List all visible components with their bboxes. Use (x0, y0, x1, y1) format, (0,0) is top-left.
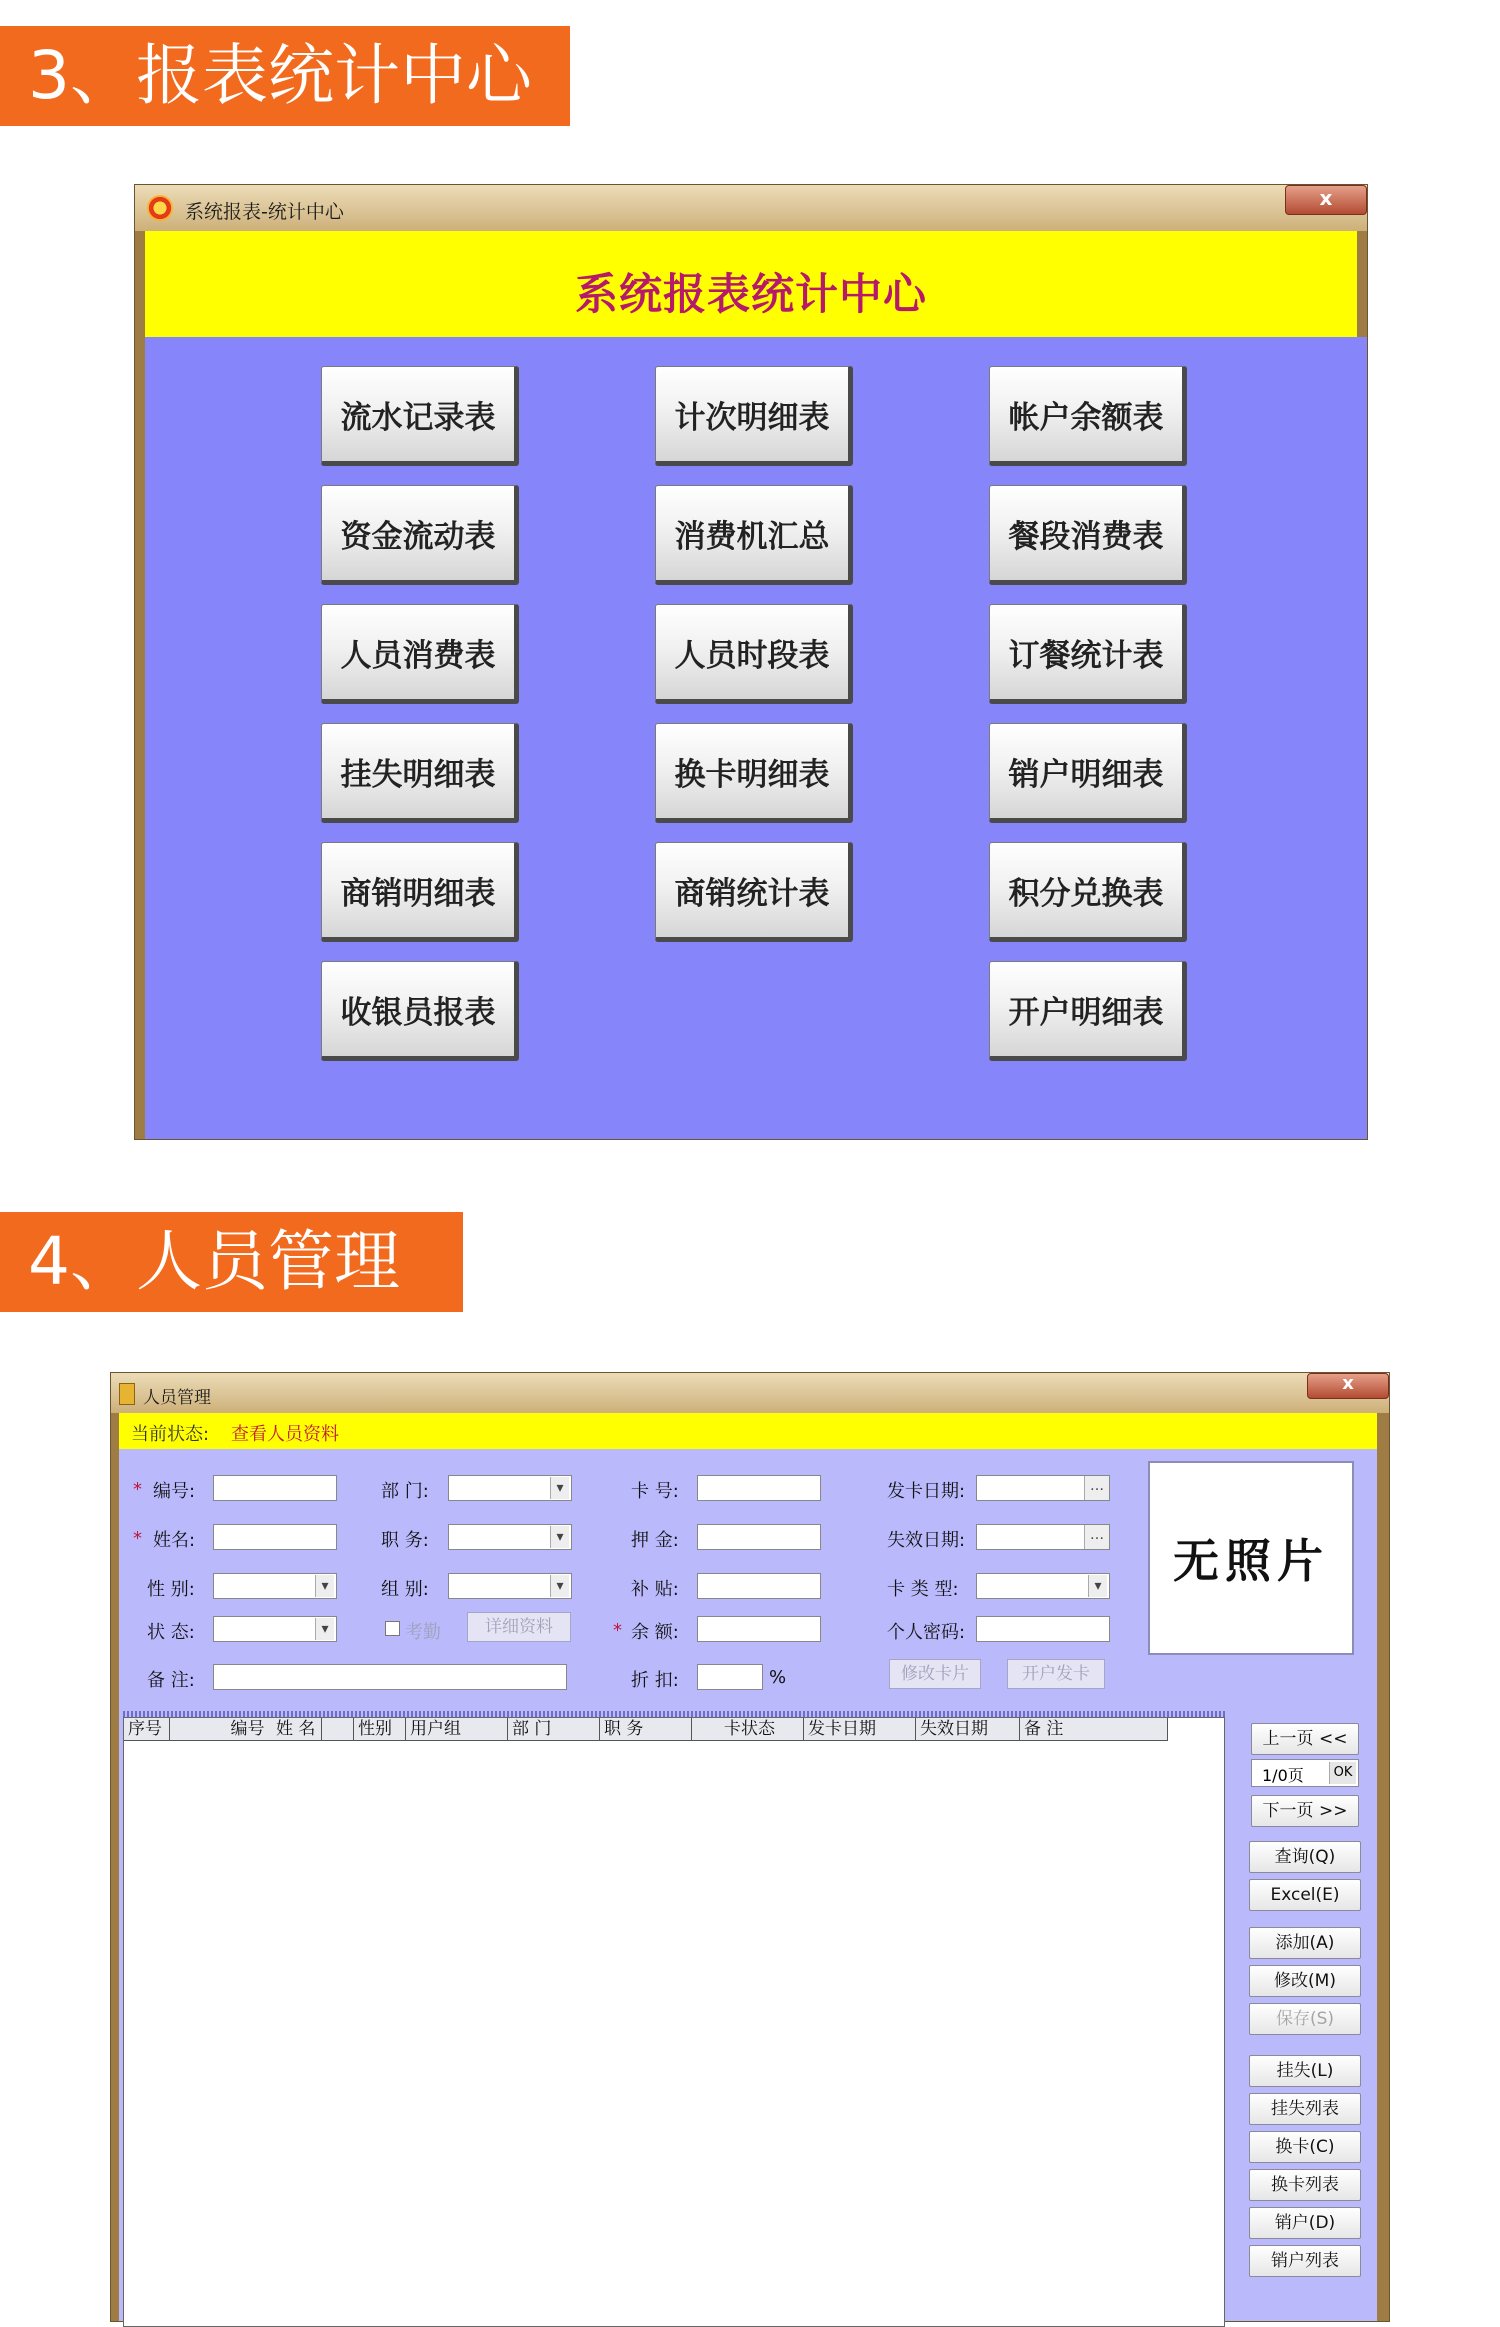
open-card-button[interactable]: 开户发卡 (1007, 1659, 1105, 1689)
id-input[interactable] (213, 1475, 337, 1501)
button-label: 商销明细表 (340, 875, 496, 912)
button-label: 消费机汇总 (674, 518, 830, 555)
col-header-post[interactable]: 职 务 (600, 1718, 692, 1740)
ellipsis-icon[interactable]: … (1084, 1476, 1109, 1500)
person-table[interactable] (123, 1717, 1225, 2327)
expire-date-input[interactable] (976, 1524, 1110, 1550)
section-banner-3 (0, 26, 570, 126)
status-label: 当前状态: (131, 1424, 210, 1445)
button-label: 订餐统计表 (1008, 637, 1164, 674)
report-titlebar[interactable] (135, 185, 1367, 231)
close-button[interactable] (1307, 1373, 1389, 1399)
label-card-no: 卡 号: (631, 1481, 679, 1502)
folder-icon (119, 1383, 135, 1405)
button-label: 餐段消费表 (1008, 518, 1164, 555)
post-select[interactable] (448, 1524, 572, 1550)
subsidy-input[interactable] (697, 1573, 821, 1599)
report-button-person-consumption[interactable] (321, 604, 519, 704)
state-select[interactable] (213, 1616, 337, 1642)
label-deposit: 押 金: (631, 1530, 679, 1551)
button-label: 人员时段表 (674, 637, 830, 674)
label-group: 组 别: (381, 1579, 429, 1600)
col-header-gender[interactable]: 性别 (354, 1718, 406, 1740)
report-loss-button[interactable]: 挂失(L) (1249, 2055, 1361, 2087)
personnel-window (110, 1372, 1390, 2322)
close-icon: x (1342, 1373, 1354, 1394)
close-button[interactable] (1285, 185, 1367, 215)
personnel-form-panel (119, 1449, 1377, 2321)
col-header-issue-date[interactable]: 发卡日期 (804, 1718, 916, 1740)
percent-sign: % (769, 1667, 787, 1688)
label-dept: 部 门: (381, 1481, 429, 1502)
report-button-meal-period[interactable] (989, 485, 1187, 585)
button-label: 流水记录表 (340, 399, 496, 436)
button-label: 人员消费表 (340, 637, 496, 674)
col-header-usergroup[interactable]: 用户组 (406, 1718, 508, 1740)
status-bar (119, 1413, 1377, 1449)
report-header-title: 系统报表统计中心 (575, 270, 927, 320)
label-card-type: 卡 类 型: (887, 1579, 959, 1600)
label-post: 职 务: (381, 1530, 429, 1551)
card-no-input[interactable] (697, 1475, 821, 1501)
personnel-titlebar[interactable] (111, 1373, 1389, 1413)
issue-date-input[interactable] (976, 1475, 1110, 1501)
label-state: 状 态: (147, 1622, 195, 1643)
password-input[interactable] (976, 1616, 1110, 1642)
prev-page-button[interactable]: 上一页 << (1251, 1723, 1359, 1755)
report-window (134, 184, 1368, 1140)
report-button-points-exchange[interactable] (989, 842, 1187, 942)
col-header-remark[interactable]: 备 注 (1020, 1718, 1168, 1740)
button-label: 收银员报表 (340, 994, 496, 1031)
button-label: 帐户余额表 (1008, 399, 1164, 436)
change-card-list-button[interactable]: 换卡列表 (1249, 2169, 1361, 2201)
report-header (145, 231, 1357, 337)
report-button-sales-detail[interactable] (321, 842, 519, 942)
close-account-list-button[interactable]: 销户列表 (1249, 2245, 1361, 2277)
label-balance: 余 额: (631, 1622, 679, 1643)
report-button-person-period[interactable] (655, 604, 853, 704)
col-header-id[interactable]: 编号 (170, 1718, 322, 1740)
label-discount: 折 扣: (631, 1670, 679, 1691)
remark-input[interactable] (213, 1664, 567, 1690)
button-label: 换卡明细表 (674, 756, 830, 793)
report-button-account-balance[interactable] (989, 366, 1187, 466)
button-label: 商销统计表 (674, 875, 830, 912)
report-button-account-open-detail[interactable] (989, 961, 1187, 1061)
report-button-count-detail[interactable] (655, 366, 853, 466)
label-expire-date: 失效日期: (887, 1530, 966, 1551)
excel-button[interactable]: Excel(E) (1249, 1879, 1361, 1911)
report-button-loss-detail[interactable] (321, 723, 519, 823)
close-icon: x (1319, 186, 1333, 210)
group-select[interactable] (448, 1573, 572, 1599)
photo-placeholder (1148, 1461, 1354, 1655)
report-button-sales-stats[interactable] (655, 842, 853, 942)
name-input[interactable] (213, 1524, 337, 1550)
col-header-expire-date[interactable]: 失效日期 (916, 1718, 1020, 1740)
window-title: 系统报表-统计中心 (185, 201, 344, 223)
page-number: 1/0页 (1262, 1766, 1304, 1785)
col-header-seq[interactable]: 序号 (124, 1718, 170, 1740)
label-name: 姓名: (153, 1530, 196, 1551)
label-issue-date: 发卡日期: (887, 1481, 966, 1502)
report-button-account-close-detail[interactable] (989, 723, 1187, 823)
detail-button[interactable]: 详细资料 (467, 1612, 571, 1642)
button-label: 开户明细表 (1008, 994, 1164, 1031)
ellipsis-icon[interactable]: … (1084, 1525, 1109, 1549)
app-logo-icon (147, 195, 173, 221)
gender-select[interactable] (213, 1573, 337, 1599)
photo-text: 无照片 (1173, 1534, 1329, 1588)
report-button-cashier-report[interactable] (321, 961, 519, 1061)
modify-button[interactable]: 修改(M) (1249, 1965, 1361, 1997)
loss-list-button[interactable]: 挂失列表 (1249, 2093, 1361, 2125)
report-button-meal-order-stats[interactable] (989, 604, 1187, 704)
required-mark: * (133, 1479, 142, 1500)
label-subsidy: 补 贴: (631, 1579, 679, 1600)
label-remark: 备 注: (147, 1670, 195, 1691)
attendance-checkbox[interactable] (385, 1621, 400, 1636)
button-label: 资金流动表 (340, 518, 496, 555)
query-button[interactable]: 查询(Q) (1249, 1841, 1361, 1873)
dept-select[interactable] (448, 1475, 572, 1501)
go-button[interactable]: OK (1329, 1762, 1356, 1784)
table-header (124, 1718, 1168, 1741)
button-label: 计次明细表 (674, 399, 830, 436)
page-indicator (1251, 1759, 1359, 1787)
balance-input[interactable] (697, 1616, 821, 1642)
add-button[interactable]: 添加(A) (1249, 1927, 1361, 1959)
col-header-card-state[interactable]: 卡状态 (692, 1718, 804, 1740)
button-label: 挂失明细表 (340, 756, 496, 793)
report-button-transaction-log[interactable] (321, 366, 519, 466)
attendance-label: 考勤 (405, 1622, 441, 1643)
edit-card-button[interactable]: 修改卡片 (889, 1659, 981, 1689)
section-title: 4、人员管理 (28, 1223, 400, 1300)
next-page-button[interactable]: 下一页 >> (1251, 1795, 1359, 1827)
col-header-name[interactable]: 姓 名 (272, 1718, 354, 1740)
button-label: 销户明细表 (1008, 756, 1164, 793)
label-gender: 性 别: (147, 1579, 195, 1600)
save-button[interactable]: 保存(S) (1249, 2003, 1361, 2035)
label-password: 个人密码: (887, 1622, 966, 1643)
card-type-select[interactable] (976, 1573, 1110, 1599)
status-value: 查看人员资料 (231, 1424, 339, 1445)
window-title: 人员管理 (143, 1388, 211, 1408)
change-card-button[interactable]: 换卡(C) (1249, 2131, 1361, 2163)
required-mark: * (613, 1620, 622, 1641)
section-banner-4 (0, 1212, 463, 1312)
button-label: 积分兑换表 (1008, 875, 1164, 912)
report-button-terminal-summary[interactable] (655, 485, 853, 585)
section-title: 3、报表统计中心 (28, 37, 532, 114)
deposit-input[interactable] (697, 1524, 821, 1550)
report-button-card-change-detail[interactable] (655, 723, 853, 823)
close-account-button[interactable]: 销户(D) (1249, 2207, 1361, 2239)
col-header-dept[interactable]: 部 门 (508, 1718, 600, 1740)
report-button-panel (145, 337, 1367, 1139)
required-mark: * (133, 1528, 142, 1549)
discount-input[interactable] (697, 1664, 763, 1690)
report-button-fund-flow[interactable] (321, 485, 519, 585)
label-id: 编号: (153, 1481, 196, 1502)
